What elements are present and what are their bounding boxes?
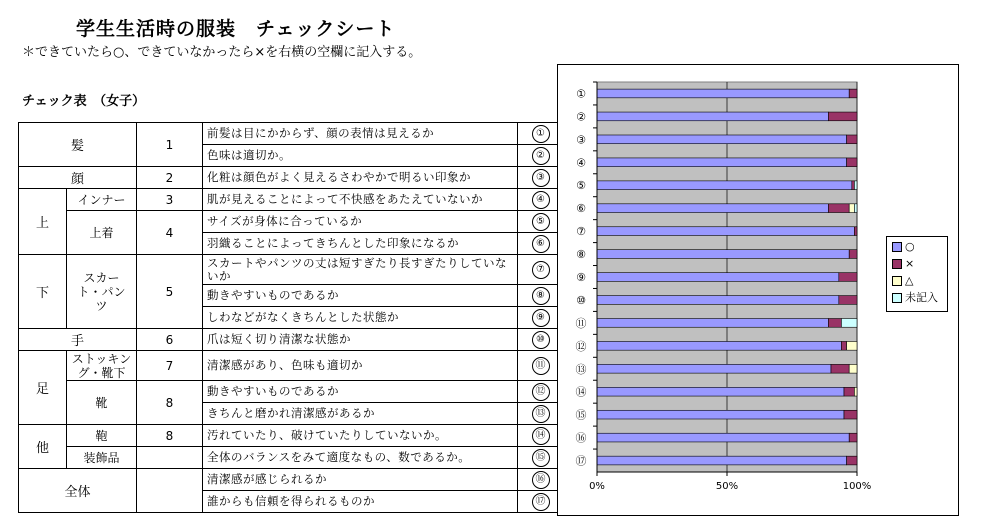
category-foot: 足 bbox=[19, 351, 67, 425]
table-row bbox=[19, 447, 564, 469]
table-row bbox=[19, 351, 564, 381]
table-row bbox=[19, 167, 564, 189]
item-marker: ⑯ bbox=[532, 471, 550, 489]
bar-segment bbox=[839, 273, 857, 282]
item-marker: ⑪ bbox=[532, 357, 550, 375]
check-item: 動きやすいものであるか bbox=[203, 285, 518, 307]
item-marker: ⑥ bbox=[532, 235, 550, 253]
category-hair: 髪 bbox=[19, 123, 137, 167]
item-marker: ⑭ bbox=[532, 427, 550, 445]
x-tick-label: 0% bbox=[589, 481, 605, 492]
item-marker: ④ bbox=[532, 191, 550, 209]
check-item: 全体のバランスをみて適度なもの、数であるか。 bbox=[203, 447, 518, 469]
bar-segment bbox=[597, 296, 839, 305]
check-item: スカートやパンツの丈は短すぎたり長すぎたりしていないか bbox=[203, 255, 518, 285]
category-label: ⑪ bbox=[575, 316, 587, 330]
legend-item bbox=[892, 274, 913, 288]
bar-segment bbox=[849, 204, 854, 213]
item-number: 8 bbox=[137, 381, 203, 425]
category-top: 上 bbox=[19, 189, 67, 255]
check-item: 化粧は顔色がよく見えるさわやかで明るい印象か bbox=[203, 167, 518, 189]
item-marker: ② bbox=[532, 147, 550, 165]
instruction-text: ＊できていたら○、できていなかったら×を右横の空欄に記入する。 bbox=[22, 45, 422, 60]
bar-segment bbox=[597, 387, 844, 396]
category-label: ⑭ bbox=[575, 385, 587, 399]
table-row bbox=[19, 329, 564, 351]
category-label: ⑰ bbox=[575, 454, 587, 468]
subcategory-accessories: 装飾品 bbox=[67, 447, 137, 469]
table-row bbox=[19, 425, 564, 447]
check-item: 汚れていたり、破けていたりしていないか。 bbox=[203, 425, 518, 447]
bar-segment bbox=[854, 387, 857, 396]
legend-swatch bbox=[892, 293, 902, 303]
bar-segment bbox=[839, 296, 857, 305]
legend-swatch bbox=[892, 259, 902, 269]
check-item: 色味は適切か。 bbox=[203, 145, 518, 167]
bar-segment bbox=[597, 410, 844, 419]
category-label: ⑧ bbox=[576, 248, 586, 262]
bar-segment bbox=[844, 387, 854, 396]
legend-label: 未記入 bbox=[905, 291, 938, 304]
chart-legend bbox=[886, 236, 948, 312]
check-item: サイズが身体に合っているか bbox=[203, 211, 518, 233]
category-label: ⑫ bbox=[575, 339, 587, 353]
item-marker: ⑧ bbox=[532, 287, 550, 305]
bar-segment bbox=[597, 433, 849, 442]
category-label: ⑯ bbox=[575, 431, 587, 445]
item-marker: ⑨ bbox=[532, 309, 550, 327]
bar-segment bbox=[828, 204, 849, 213]
category-label: ① bbox=[576, 87, 586, 101]
table-row bbox=[19, 469, 564, 491]
category-label: ② bbox=[576, 110, 586, 124]
subcategory-socks: ストッキング・靴下 bbox=[67, 351, 137, 381]
check-item: 清潔感が感じられるか bbox=[203, 469, 518, 491]
subcategory-shoes: 靴 bbox=[67, 381, 137, 425]
category-label: ⑥ bbox=[576, 202, 586, 216]
category-whole: 全体 bbox=[19, 469, 137, 513]
legend-label: × bbox=[905, 257, 915, 270]
table-row bbox=[19, 255, 564, 285]
bar-segment bbox=[597, 112, 828, 121]
bar-segment bbox=[849, 250, 857, 259]
check-item: 爪は短く切り清潔な状態か bbox=[203, 329, 518, 351]
item-number: 5 bbox=[137, 255, 203, 329]
item-marker: ⑤ bbox=[532, 213, 550, 231]
item-number: 1 bbox=[137, 123, 203, 167]
item-number: 8 bbox=[137, 425, 203, 447]
subcategory-bag: 鞄 bbox=[67, 425, 137, 447]
item-number: 2 bbox=[137, 167, 203, 189]
category-label: ⑩ bbox=[576, 293, 586, 307]
bar-segment bbox=[847, 135, 857, 144]
bar-segment bbox=[597, 204, 828, 213]
table-row bbox=[19, 189, 564, 211]
bar-segment bbox=[847, 456, 857, 465]
table-row bbox=[19, 381, 564, 403]
subcategory-inner: インナー bbox=[67, 189, 137, 211]
item-marker: ⑫ bbox=[532, 383, 550, 401]
bar-segment bbox=[597, 181, 852, 190]
category-hand: 手 bbox=[19, 329, 137, 351]
check-item: 清潔感があり、色味も適切か bbox=[203, 351, 518, 381]
bar-segment bbox=[828, 112, 857, 121]
bar-segment bbox=[597, 273, 839, 282]
category-face: 顔 bbox=[19, 167, 137, 189]
table-row bbox=[19, 123, 564, 145]
x-tick-label: 100% bbox=[842, 481, 872, 492]
bar-segment bbox=[597, 158, 847, 167]
item-marker: ⑬ bbox=[532, 405, 550, 423]
bar-segment bbox=[847, 158, 857, 167]
bar-segment bbox=[847, 341, 857, 350]
subcategory-jacket: 上着 bbox=[67, 211, 137, 255]
table-title: チェック表 （女子） bbox=[22, 94, 146, 109]
item-number-empty bbox=[137, 469, 203, 513]
table-row bbox=[19, 211, 564, 233]
bar-segment bbox=[597, 89, 849, 98]
item-number: 3 bbox=[137, 189, 203, 211]
check-item: きちんと磨かれ清潔感があるか bbox=[203, 403, 518, 425]
check-item: 前髪は目にかからず、顔の表情は見えるか bbox=[203, 123, 518, 145]
category-label: ⑤ bbox=[576, 179, 586, 193]
bar-segment bbox=[828, 319, 841, 328]
item-marker: ⑰ bbox=[532, 493, 550, 511]
bar-segment bbox=[854, 227, 857, 236]
item-marker: ③ bbox=[532, 169, 550, 187]
item-number-empty bbox=[137, 447, 203, 469]
legend-label: ○ bbox=[905, 240, 915, 253]
category-label: ③ bbox=[576, 133, 586, 147]
bar-segment bbox=[597, 135, 847, 144]
category-label: ⑦ bbox=[576, 225, 586, 239]
bar-segment bbox=[849, 364, 857, 373]
category-label: ⑬ bbox=[575, 362, 587, 376]
legend-swatch bbox=[892, 276, 902, 286]
bar-segment bbox=[597, 364, 831, 373]
bar-segment bbox=[849, 433, 857, 442]
bar-segment bbox=[597, 456, 847, 465]
check-item: 肌が見えることによって不快感をあたえていないか bbox=[203, 189, 518, 211]
bar-segment bbox=[597, 319, 828, 328]
bar-segment bbox=[597, 250, 849, 259]
legend-label: △ bbox=[905, 274, 914, 287]
bar-segment bbox=[597, 341, 841, 350]
category-other: 他 bbox=[19, 425, 67, 469]
bar-segment bbox=[844, 410, 857, 419]
check-item: 誰からも信頼を得られるものか bbox=[203, 491, 518, 513]
bar-segment bbox=[841, 319, 857, 328]
bar-segment bbox=[831, 364, 849, 373]
check-item: しわなどがなくきちんとした状態か bbox=[203, 307, 518, 329]
bar-segment bbox=[849, 89, 857, 98]
item-marker: ⑩ bbox=[532, 331, 550, 349]
check-table bbox=[18, 122, 564, 513]
legend-item bbox=[892, 240, 915, 254]
category-label: ⑨ bbox=[576, 271, 586, 284]
item-number: 4 bbox=[137, 211, 203, 255]
page-title: 学生生活時の服装 チェックシート bbox=[76, 18, 396, 40]
check-item: 動きやすいものであるか bbox=[203, 381, 518, 403]
bar-segment bbox=[841, 341, 846, 350]
legend-item bbox=[892, 257, 914, 271]
subcategory-skirt-pants: スカート・パンツ bbox=[67, 255, 137, 329]
item-number: 7 bbox=[137, 351, 203, 381]
bar-segment bbox=[597, 227, 854, 236]
item-marker: ⑮ bbox=[532, 449, 550, 467]
category-label: ⑮ bbox=[575, 408, 587, 422]
legend-item bbox=[892, 291, 938, 305]
item-number: 6 bbox=[137, 329, 203, 351]
bar-segment bbox=[854, 204, 857, 213]
bar-segment bbox=[854, 181, 857, 190]
x-tick-label: 50% bbox=[715, 481, 739, 492]
item-marker: ① bbox=[532, 125, 550, 143]
item-marker: ⑦ bbox=[532, 261, 550, 279]
check-item: 羽織ることによってきちんとした印象になるか bbox=[203, 233, 518, 255]
bar-segment bbox=[852, 181, 855, 190]
legend-swatch bbox=[892, 242, 902, 252]
category-label: ④ bbox=[576, 156, 586, 170]
category-bottom: 下 bbox=[19, 255, 67, 329]
